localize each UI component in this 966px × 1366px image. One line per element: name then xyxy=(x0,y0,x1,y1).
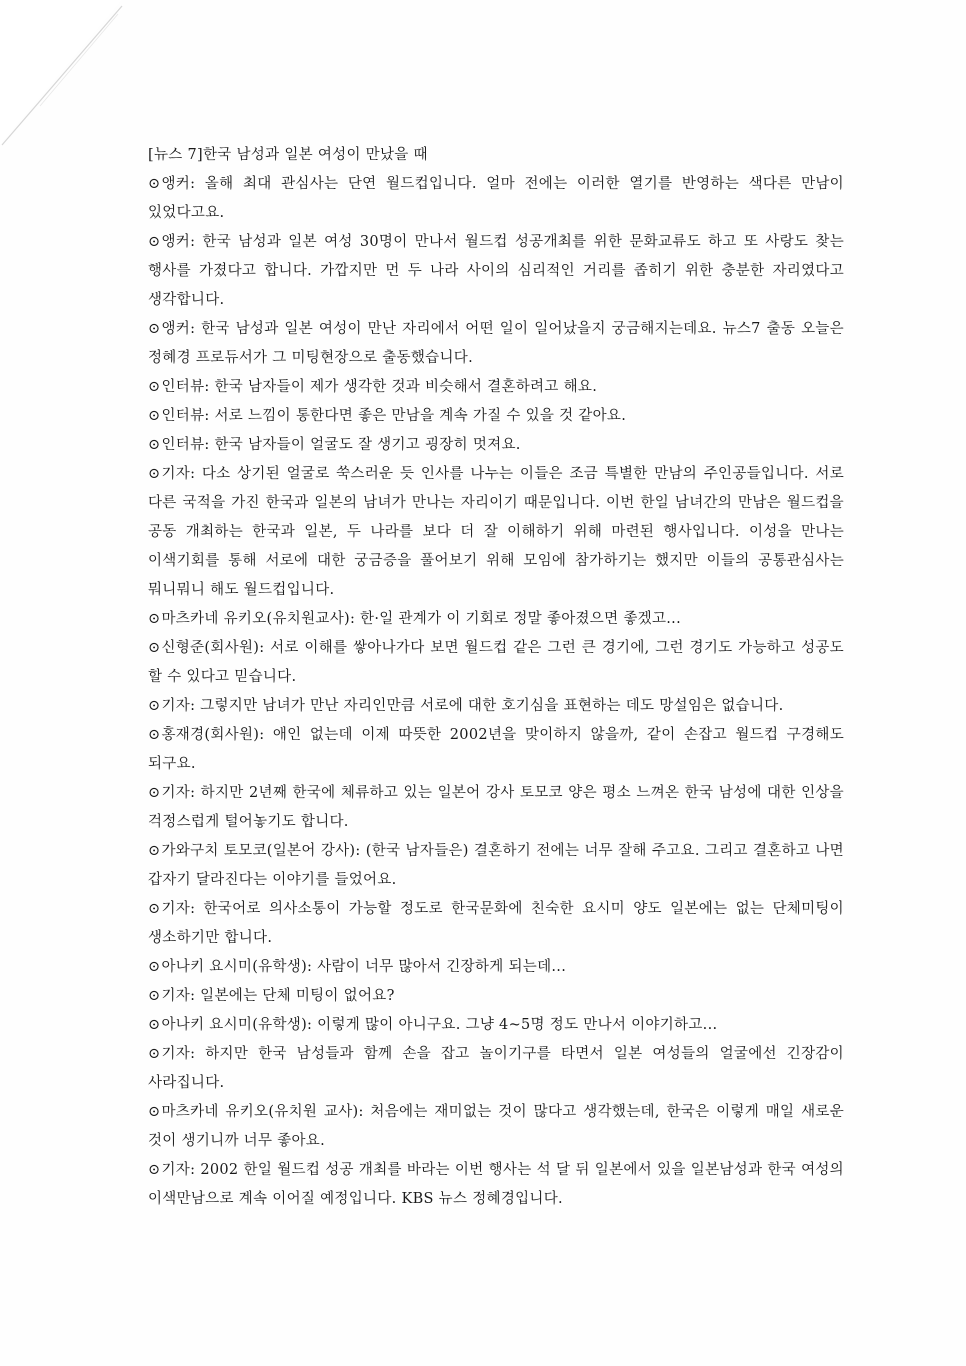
circle-dot-bullet-icon: ⊙ xyxy=(148,234,161,250)
paragraph-text: 아나키 요시미(유학생): 사람이 너무 많아서 긴장하게 되는데... xyxy=(161,959,567,975)
transcript-paragraph xyxy=(148,721,844,779)
circle-dot-bullet-icon: ⊙ xyxy=(148,1017,161,1033)
paragraph-text: 기자: 그렇지만 남녀가 만난 자리인만큼 서로에 대한 호기심을 표현하는 데도 망설임은 없습니다. xyxy=(161,698,784,714)
transcript-paragraph xyxy=(148,170,844,228)
transcript-paragraph xyxy=(148,605,844,634)
circle-dot-bullet-icon: ⊙ xyxy=(148,640,161,656)
transcript-paragraph xyxy=(148,460,844,605)
transcript-paragraph xyxy=(148,315,844,373)
paragraph-text: 앵커: 한국 남성과 일본 여성 30명이 만나서 월드컵 성공개최를 위한 문화교류도 하고 또 사랑도 찾는 행사를 가졌다고 합니다. 가깝지만 먼 두 나라 사이의 심리적인 거리를 좁히기 위한 충분한 자리였다고 생각합니다. xyxy=(148,234,844,308)
transcript-paragraph xyxy=(148,634,844,692)
circle-dot-bullet-icon: ⊙ xyxy=(148,379,161,395)
circle-dot-bullet-icon: ⊙ xyxy=(148,901,161,917)
paragraph-text: 신형준(회사원): 서로 이해를 쌓아나가다 보면 월드컵 같은 그런 큰 경기에, 그런 경기도 가능하고 성공도 할 수 있다고 믿습니다. xyxy=(148,640,844,685)
document-title: [뉴스 7]한국 남성과 일본 여성이 만났을 때 xyxy=(148,147,428,163)
circle-dot-bullet-icon: ⊙ xyxy=(148,176,161,192)
paragraph-text: 기자: 한국어로 의사소통이 가능할 정도로 한국문화에 친숙한 요시미 양도 일본에는 없는 단체미팅이 생소하기만 합니다. xyxy=(148,901,844,946)
transcript-paragraph xyxy=(148,402,844,431)
transcript-paragraph xyxy=(148,1156,844,1214)
transcript-paragraph xyxy=(148,1040,844,1098)
transcript-paragraphs xyxy=(148,170,844,1214)
paragraph-text: 기자: 하지만 2년째 한국에 체류하고 있는 일본어 강사 토모코 양은 평소 느껴온 한국 남성에 대한 인상을 걱정스럽게 털어놓기도 합니다. xyxy=(148,785,844,830)
transcript-body xyxy=(148,141,844,1214)
paragraph-text: 가와구치 토모코(일본어 강사): (한국 남자들은) 결혼하기 전에는 너무 잘해 주고요. 그리고 결혼하고 나면 갑자기 달라진다는 이야기를 들었어요. xyxy=(148,843,844,888)
paragraph-text: 기자: 다소 상기된 얼굴로 쑥스러운 듯 인사를 나누는 이들은 조금 특별한 만남의 주인공들입니다. 서로 다른 국적을 가진 한국과 일본의 남녀가 만나는 자리이기 때문입니다. 이번 한일 남녀간의 만남은 월드컵을 공동 개최하는 한국과 일본, 두 나라를 보다 더 잘 이해하기 위해 마련된 행사입니다. 이성을 만나는 이색기회를 통해 서로에 대한 궁금증을 풀어보기 위해 모임에 참가하기는 했지만 이들의 공통관심사는 뭐니뭐니 해도 월드컵입니다. xyxy=(148,466,844,598)
circle-dot-bullet-icon: ⊙ xyxy=(148,408,161,424)
transcript-paragraph xyxy=(148,953,844,982)
paragraph-text: 인터뷰: 서로 느낌이 통한다면 좋은 만남을 계속 가질 수 있을 것 같아요. xyxy=(161,408,627,424)
transcript-paragraph xyxy=(148,779,844,837)
paragraph-text: 인터뷰: 한국 남자들이 얼굴도 잘 생기고 굉장히 멋져요. xyxy=(161,437,521,453)
circle-dot-bullet-icon: ⊙ xyxy=(148,437,161,453)
circle-dot-bullet-icon: ⊙ xyxy=(148,1046,161,1062)
circle-dot-bullet-icon: ⊙ xyxy=(148,1104,161,1120)
paragraph-text: 홍재경(회사원): 애인 없는데 이제 따뜻한 2002년을 맞이하지 않을까, 같이 손잡고 월드컵 구경해도 되구요. xyxy=(148,727,844,772)
paragraph-text: 앵커: 올해 최대 관심사는 단연 월드컵입니다. 얼마 전에는 이러한 열기를 반영하는 색다른 만남이 있었다고요. xyxy=(148,176,844,221)
paragraph-text: 기자: 일본에는 단체 미팅이 없어요? xyxy=(161,988,395,1004)
paragraph-text: 앵커: 한국 남성과 일본 여성이 만난 자리에서 어떤 일이 일어났을지 궁금해지는데요. 뉴스7 출동 오늘은 정혜경 프로듀서가 그 미팅현장으로 출동했습니다. xyxy=(148,321,844,366)
transcript-paragraph xyxy=(148,1098,844,1156)
circle-dot-bullet-icon: ⊙ xyxy=(148,466,161,482)
transcript-paragraph xyxy=(148,373,844,402)
paragraph-text: 기자: 2002 한일 월드컵 성공 개최를 바라는 이번 행사는 석 달 뒤 일본에서 있을 일본남성과 한국 여성의 이색만남으로 계속 이어질 예정입니다. KBS 뉴스 정혜경입니다. xyxy=(148,1162,844,1207)
transcript-paragraph xyxy=(148,431,844,460)
paragraph-text: 아나키 요시미(유학생): 이렇게 많이 아니구요. 그냥 4~5명 정도 만나서 이야기하고... xyxy=(161,1017,718,1033)
folded-corner-mark xyxy=(0,0,130,150)
paragraph-text: 기자: 하지만 한국 남성들과 함께 손을 잡고 놀이기구를 타면서 일본 여성들의 얼굴에선 긴장감이 사라집니다. xyxy=(148,1046,844,1091)
circle-dot-bullet-icon: ⊙ xyxy=(148,988,161,1004)
transcript-paragraph xyxy=(148,1011,844,1040)
paragraph-text: 인터뷰: 한국 남자들이 제가 생각한 것과 비슷해서 결혼하려고 해요. xyxy=(161,379,598,395)
circle-dot-bullet-icon: ⊙ xyxy=(148,698,161,714)
transcript-paragraph xyxy=(148,982,844,1011)
circle-dot-bullet-icon: ⊙ xyxy=(148,959,161,975)
circle-dot-bullet-icon: ⊙ xyxy=(148,843,161,859)
transcript-paragraph xyxy=(148,692,844,721)
circle-dot-bullet-icon: ⊙ xyxy=(148,1162,161,1178)
circle-dot-bullet-icon: ⊙ xyxy=(148,785,161,801)
paragraph-text: 마츠카네 유키오(유치원 교사): 처음에는 재미없는 것이 많다고 생각했는데, 한국은 이렇게 매일 새로운 것이 생기니까 너무 좋아요. xyxy=(148,1104,844,1149)
transcript-paragraph xyxy=(148,837,844,895)
circle-dot-bullet-icon: ⊙ xyxy=(148,611,161,627)
paragraph-text: 마츠카네 유키오(유치원교사): 한·일 관계가 이 기회로 정말 좋아졌으면 좋겠고... xyxy=(161,611,681,627)
circle-dot-bullet-icon: ⊙ xyxy=(148,727,161,743)
circle-dot-bullet-icon: ⊙ xyxy=(148,321,161,337)
transcript-paragraph xyxy=(148,228,844,315)
transcript-paragraph xyxy=(148,895,844,953)
